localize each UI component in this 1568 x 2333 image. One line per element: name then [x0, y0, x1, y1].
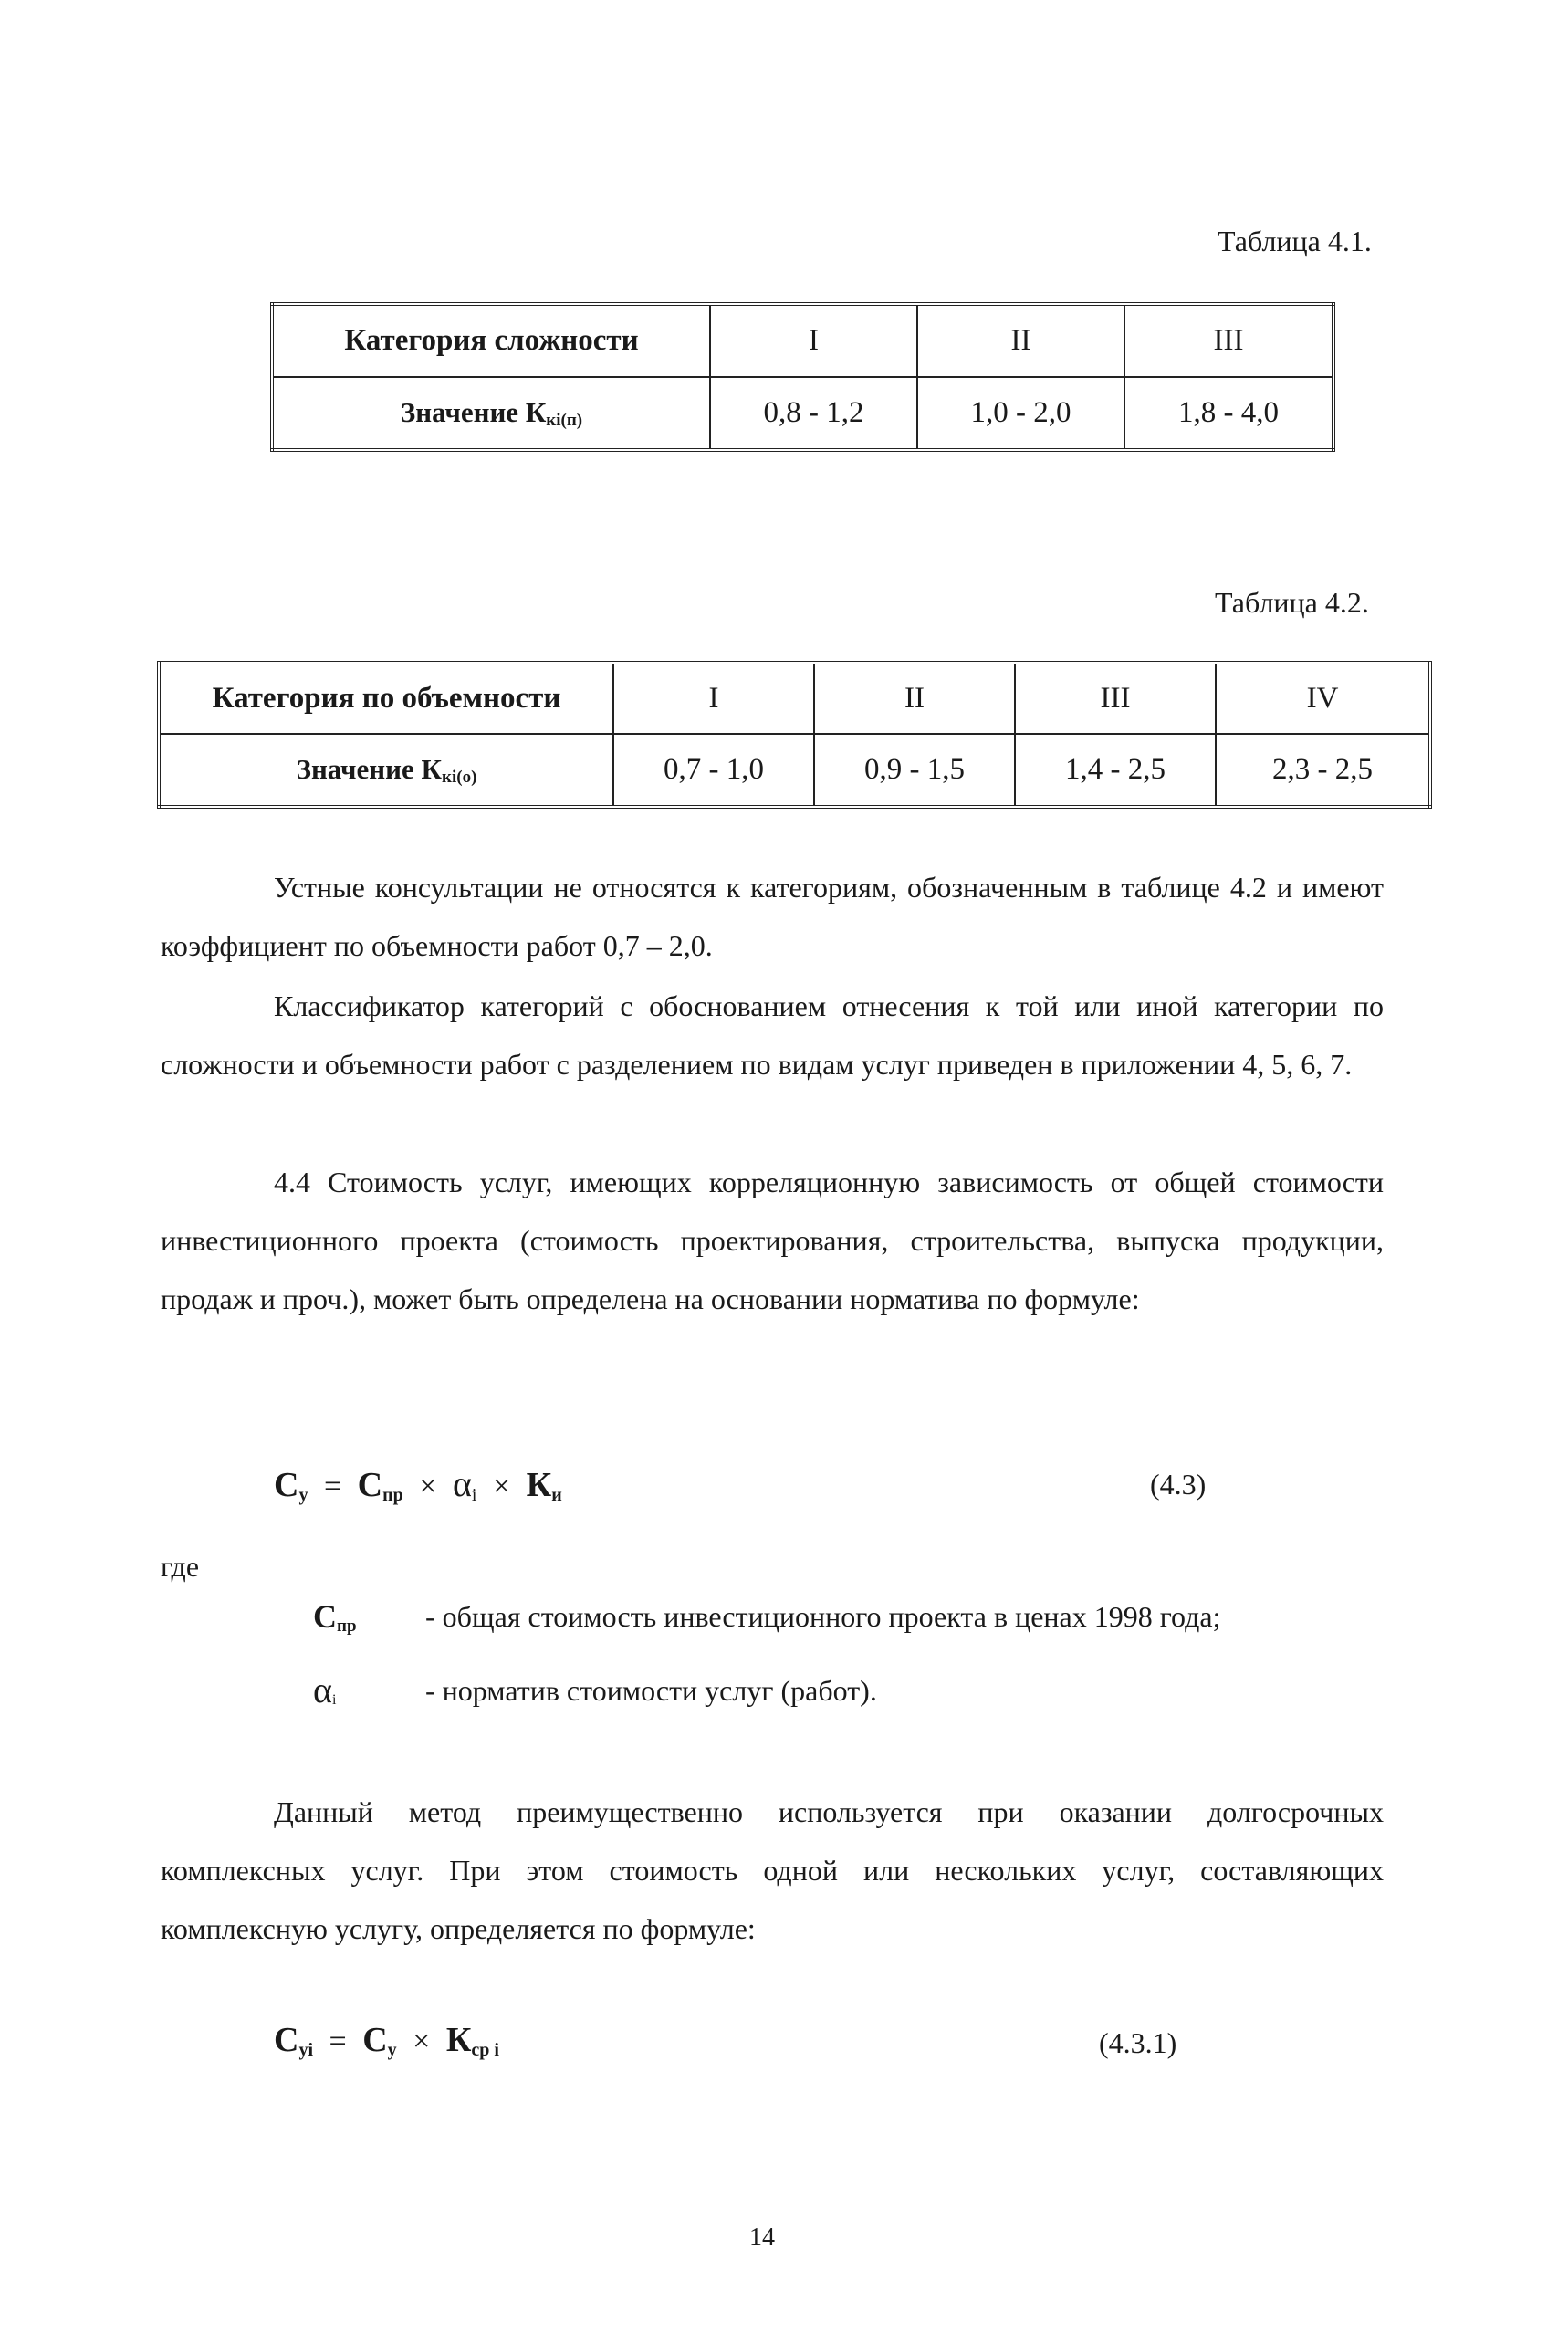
table-4-2-col-4: IV — [1216, 663, 1430, 734]
table-4-2 — [157, 661, 1432, 809]
table-4-2-value-1: 0,7 - 1,0 — [613, 734, 814, 807]
definition-2-symbol: αi — [313, 1669, 337, 1711]
formula-4-3-number: (4.3) — [1150, 1468, 1207, 1501]
table-4-2-col-3: III — [1015, 663, 1216, 734]
definition-1-text: - общая стоимость инвестиционного проекта в ценах 1998 года; — [425, 1600, 1221, 1633]
table-4-1-value-3: 1,8 - 4,0 — [1124, 377, 1333, 450]
table-4-2-value-row — [159, 734, 1430, 807]
table-4-1-value-row — [272, 377, 1333, 450]
table-4-1-header-row — [272, 304, 1333, 377]
formula-4-3: $С_у = С_{пр} \times \alpha_i \times К_и$ — [274, 1463, 562, 1505]
table-4-2-row-label: Значение $К_{кi(о)}$ — [159, 734, 613, 807]
page-number: 14 — [749, 2223, 775, 2252]
table-4-1-col-3: III — [1124, 304, 1333, 377]
table-4-2-header-row — [159, 663, 1430, 734]
table-4-1-caption: Таблица 4.1. — [1218, 225, 1372, 257]
table-4-2-caption: Таблица 4.2. — [1215, 586, 1369, 619]
paragraph-section-4-4: 4.4 Стоимость услуг, имеющих корреляционную зависимость от общей стоимости инвестиционного проекта (стоимость проектирования, строительства, выпуска продукции, продаж и проч.), может быть определена на основании норматива по формуле: — [161, 1166, 1384, 1315]
table-4-1-row-label: Значение $К_{кi(п)}$ — [272, 377, 710, 450]
table-4-2-header-label: Категория по объемности — [159, 663, 613, 734]
table-4-2-col-1: I — [613, 663, 814, 734]
table-4-2-value-3: 1,4 - 2,5 — [1015, 734, 1216, 807]
definition-2-text: - норматив стоимости услуг (работ). — [425, 1674, 877, 1707]
paragraph-method: Данный метод преимущественно используется при оказании долгосрочных комплексных услуг. При этом стоимость одной или нескольких услуг, составляющих комплексную услугу, определяется по формуле: — [161, 1795, 1384, 1945]
definition-1-symbol: $С_{пр}$ — [313, 1598, 357, 1636]
table-4-1-col-1: I — [710, 304, 917, 377]
table-4-1-col-2: II — [917, 304, 1124, 377]
paragraph-classifier: Классификатор категорий с обоснованием отнесения к той или иной категории по сложности и объемности работ с разделением по видам услуг приведен в приложении 4, 5, 6, 7. — [161, 989, 1384, 1081]
table-4-1-value-2: 1,0 - 2,0 — [917, 377, 1124, 450]
table-4-1-value-1: 0,8 - 1,2 — [710, 377, 917, 450]
paragraph-oral-consultations: Устные консультации не относятся к категориям, обозначенным в таблице 4.2 и имеют коэффициент по объемности работ 0,7 – 2,0. — [161, 871, 1384, 962]
table-4-1-header-label: Категория сложности — [272, 304, 710, 377]
formula-4-3-1: $С_{уi} = С_у \times К_{ср i}$ — [274, 2021, 499, 2060]
where-label: где — [161, 1550, 200, 1583]
table-4-2-col-2: II — [814, 663, 1015, 734]
table-4-1 — [270, 302, 1335, 452]
table-4-2-value-4: 2,3 - 2,5 — [1216, 734, 1430, 807]
table-4-2-value-2: 0,9 - 1,5 — [814, 734, 1015, 807]
formula-4-3-1-number: (4.3.1) — [1099, 2026, 1177, 2059]
